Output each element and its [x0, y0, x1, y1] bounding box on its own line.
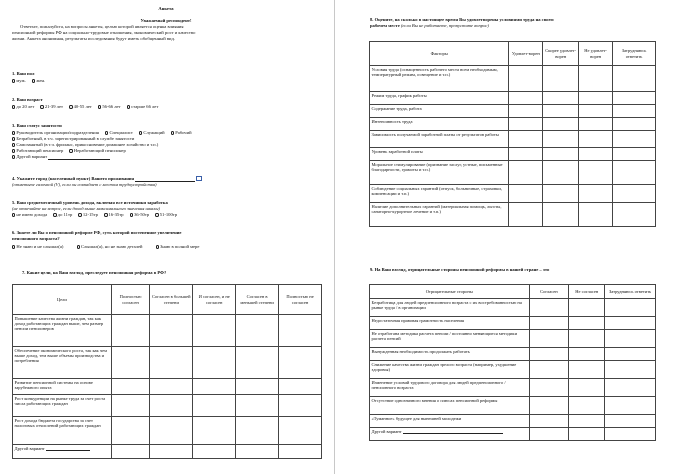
q2-options: [12, 104, 163, 110]
table-row: [370, 203, 656, 227]
answer-cell[interactable]: [605, 330, 656, 348]
q7-header: Полностью не согласен: [279, 285, 322, 315]
answer-cell[interactable]: [150, 417, 193, 445]
answer-cell[interactable]: [543, 105, 579, 118]
table-row: [13, 417, 322, 445]
q8-header: Факторы: [370, 42, 509, 66]
q9-item: «Туманное» будущее для нынешней молодежи: [370, 415, 530, 428]
q1-option[interactable]: муж.: [12, 78, 26, 83]
q8-factor: Уровень заработной платы: [370, 148, 509, 161]
table-row: [13, 315, 322, 347]
q9-header-row: [370, 285, 656, 299]
q6-title-2: пенсионного возраста?: [12, 236, 60, 241]
answer-cell[interactable]: [605, 348, 656, 361]
q7-header-row: [13, 285, 322, 315]
q5-note: (не отвечайте на вопрос, если доход выше максимального значения шкалы): [12, 206, 160, 211]
q3-other-option[interactable]: Другой вариант: [12, 154, 110, 160]
answer-cell[interactable]: [111, 347, 150, 379]
answer-cell[interactable]: [569, 361, 605, 379]
answer-cell[interactable]: [543, 161, 579, 185]
answer-cell[interactable]: [543, 66, 579, 92]
q1-title: 1. Ваш пол: [12, 71, 35, 76]
answer-cell[interactable]: [279, 445, 322, 459]
answer-cell[interactable]: [605, 397, 656, 415]
q7-goal: Повышение качества жизни граждан, так как доход работающих граждан выше, чем размер пенсии пенсионеров: [13, 315, 112, 347]
answer-cell[interactable]: [193, 417, 236, 445]
q3-row-1: [12, 130, 197, 136]
q3-option[interactable]: Самозанятый (в т.ч. фриланс, прикосновение домашнее хозяйство и т.п.): [12, 142, 158, 148]
q7-goal: Развитие пенсионной системы на основе зарубежного опыта: [13, 379, 112, 395]
table-row: [370, 361, 656, 379]
q6-option[interactable]: Знаю в полной мере: [156, 244, 200, 249]
answer-cell[interactable]: [569, 415, 605, 428]
answer-cell[interactable]: [529, 379, 569, 397]
answer-cell[interactable]: [543, 92, 579, 105]
answer-cell[interactable]: [579, 203, 613, 227]
answer-cell[interactable]: [529, 397, 569, 415]
q6-option[interactable]: Не знаю и не слышал(а): [12, 244, 63, 249]
table-row: [370, 397, 656, 415]
q8-factor: Условия труда (оснащенность рабочего места всем необходимым, температурный режим, освещение и т.п.): [370, 66, 509, 92]
q5-option[interactable]: 36-50тр: [130, 212, 149, 217]
q9-header: Не согласен: [569, 285, 605, 299]
q5-option[interactable]: не имею дохода: [12, 212, 47, 217]
city-checkbox[interactable]: [196, 176, 202, 181]
q9-header: Отрицательные стороны: [370, 285, 530, 299]
table-row: [370, 148, 656, 161]
answer-cell[interactable]: [111, 445, 150, 459]
answer-cell[interactable]: [279, 347, 322, 379]
answer-cell[interactable]: [509, 161, 543, 185]
q9-item: Отсутствие однозначного мнения о плюсах пенсионной реформы: [370, 397, 530, 415]
table-row: [370, 118, 656, 131]
q8-factor: Зависимость получаемой заработной платы от результатов работы: [370, 131, 509, 148]
q3-option[interactable]: Неработающий пенсионер: [69, 148, 125, 153]
q9-item: Изменение условий трудового договора для людей предпенсионного / пенсионного возраста: [370, 379, 530, 397]
answer-cell[interactable]: [605, 361, 656, 379]
q8-header: Не удовлет-ворен: [579, 42, 613, 66]
q7-header: Цели: [13, 285, 112, 315]
q5-option[interactable]: до 11тр: [53, 212, 72, 217]
answer-cell[interactable]: [613, 92, 656, 105]
table-row: [370, 415, 656, 428]
answer-cell[interactable]: [236, 379, 279, 395]
table-row: [13, 395, 322, 417]
answer-cell[interactable]: [613, 185, 656, 203]
answer-cell[interactable]: [193, 347, 236, 379]
answer-cell[interactable]: [579, 185, 613, 203]
q8-header: Удовлет-ворен: [509, 42, 543, 66]
q2-option[interactable]: 21-39 лет: [40, 104, 63, 109]
answer-cell[interactable]: [111, 395, 150, 417]
table-row: [13, 379, 322, 395]
answer-cell[interactable]: [579, 131, 613, 148]
table-row: [370, 428, 656, 441]
answer-cell[interactable]: [279, 417, 322, 445]
q3-option[interactable]: Служащий: [139, 130, 165, 135]
answer-cell[interactable]: [193, 445, 236, 459]
q3-option[interactable]: Руководитель организации/подразделения: [12, 130, 99, 135]
page-divider: [334, 0, 335, 474]
q6-options: [12, 244, 204, 250]
q9-item: Безработица для людей предпенсионного возраста с их востребованностью на рынке труда / в организации: [370, 299, 530, 317]
answer-cell[interactable]: [569, 428, 605, 441]
answer-cell[interactable]: [613, 148, 656, 161]
table-row: [370, 299, 656, 317]
q8-header: Скорее удовлет-ворен: [543, 42, 579, 66]
answer-cell[interactable]: [111, 417, 150, 445]
q7-goal: Рост конкуренции на рынке труда за счет роста числа работающих граждан: [13, 395, 112, 417]
table-row: [370, 131, 656, 148]
q7-header: Согласен в большей степени: [150, 285, 193, 315]
answer-cell[interactable]: [569, 348, 605, 361]
answer-cell[interactable]: [150, 445, 193, 459]
answer-cell[interactable]: [236, 417, 279, 445]
answer-cell[interactable]: [569, 397, 605, 415]
answer-cell[interactable]: [613, 203, 656, 227]
table-row: [370, 66, 656, 92]
q5-option[interactable]: 51-100тр: [155, 212, 177, 217]
answer-cell[interactable]: [579, 66, 613, 92]
answer-cell[interactable]: [509, 92, 543, 105]
table-row: [370, 105, 656, 118]
answer-cell[interactable]: [579, 148, 613, 161]
answer-cell[interactable]: [613, 118, 656, 131]
answer-cell[interactable]: [605, 379, 656, 397]
answer-cell[interactable]: [529, 330, 569, 348]
q9-item: Не отработана методика расчета пенсии / постоянно меняющиеся методики расчета пенсий: [370, 330, 530, 348]
answer-cell[interactable]: [529, 428, 569, 441]
q7-table: [12, 284, 322, 459]
answer-cell[interactable]: [529, 299, 569, 317]
table-row: [370, 185, 656, 203]
q9-header: Затрудняюсь ответить: [605, 285, 656, 299]
answer-cell[interactable]: [605, 317, 656, 330]
q5-option[interactable]: 12-15тр: [78, 212, 97, 217]
table-row: [13, 445, 322, 459]
answer-cell[interactable]: [111, 315, 150, 347]
q2-option[interactable]: до 20 лет: [12, 104, 34, 109]
q8-factor: Содержание труда, работа: [370, 105, 509, 118]
answer-cell[interactable]: [150, 347, 193, 379]
answer-cell[interactable]: [509, 131, 543, 148]
q1-option[interactable]: жен.: [32, 78, 45, 83]
answer-cell[interactable]: [605, 415, 656, 428]
answer-cell[interactable]: [543, 148, 579, 161]
answer-cell[interactable]: [605, 299, 656, 317]
answer-cell[interactable]: [111, 379, 150, 395]
q6-title: 6. Знаете ли Вы о пенсионной реформе РФ, суть которой постепенное увеличение: [12, 230, 182, 235]
q9-title: 9. На Ваш взгляд, отрицательные стороны пенсионной реформы в нашей стране – это: [370, 267, 550, 272]
answer-cell[interactable]: [529, 415, 569, 428]
answer-cell[interactable]: [613, 131, 656, 148]
intro-line-3: жизни. Анкета анонимная, результаты исследования будут иметь обобщенный вид.: [12, 36, 175, 41]
q1-options: [12, 78, 50, 84]
answer-cell[interactable]: [509, 203, 543, 227]
q7-other[interactable]: Другой вариант: [13, 445, 112, 459]
answer-cell[interactable]: [529, 317, 569, 330]
q7-goal: Обеспечение экономического роста, так как чем выше доход, тем выше объемы производства и потребления: [13, 347, 112, 379]
q3-option[interactable]: Работающий пенсионер: [12, 148, 63, 153]
answer-cell[interactable]: [279, 395, 322, 417]
answer-cell[interactable]: [529, 348, 569, 361]
q6-option[interactable]: Слышал(а), но не знаю деталей: [77, 244, 143, 249]
q9-item: Вынужденная необходимость продолжать работать: [370, 348, 530, 361]
answer-cell[interactable]: [579, 161, 613, 185]
table-row: [370, 348, 656, 361]
answer-cell[interactable]: [509, 185, 543, 203]
answer-cell[interactable]: [543, 131, 579, 148]
q7-title: 7. Какие цели, на Ваш взгляд, преследует пенсионная реформа в РФ?: [22, 270, 167, 275]
answer-cell[interactable]: [529, 361, 569, 379]
table-row: [370, 379, 656, 397]
q7-header: И согласен, и не согласен: [193, 285, 236, 315]
table-row: [13, 347, 322, 379]
answer-cell[interactable]: [236, 315, 279, 347]
answer-cell[interactable]: [509, 118, 543, 131]
q3-title: 3. Ваш статус занятости: [12, 123, 62, 128]
q9-item: Снижение качества жизни граждан зрелого возраста (например, ухудшение здоровья): [370, 361, 530, 379]
survey-title: Анкета: [158, 6, 174, 11]
q8-title: 8. Оцените, на сколько в настоящее время Вы удовлетворены условиями труда на своем: [370, 17, 554, 22]
q3-option[interactable]: Безработный, в т.ч. зарегистрированный в службе занятости: [12, 136, 134, 142]
table-row: [370, 92, 656, 105]
answer-cell[interactable]: [543, 185, 579, 203]
answer-cell[interactable]: [579, 118, 613, 131]
q7-header: Согласен в меньшей степени: [236, 285, 279, 315]
q9-item: Недостаточная правовая грамотность населения: [370, 317, 530, 330]
q2-option[interactable]: 56-66 лет: [98, 104, 121, 109]
answer-cell[interactable]: [509, 148, 543, 161]
answer-cell[interactable]: [279, 379, 322, 395]
q8-factor: Интенсивность труда: [370, 118, 509, 131]
answer-cell[interactable]: [193, 315, 236, 347]
q8-header-row: [370, 42, 656, 66]
q2-title: 2. Ваш возраст: [12, 97, 43, 102]
q7-header: Полностью согласен: [111, 285, 150, 315]
answer-cell[interactable]: [236, 395, 279, 417]
answer-cell[interactable]: [150, 315, 193, 347]
q8-factor: Соблюдение социальных гарантий (отпуск, больничные, страховки, компенсации и т.п.): [370, 185, 509, 203]
q8-table: [369, 41, 656, 227]
q5-title: 5. Ваш среднемесячный уровень дохода, включая все источники заработка: [12, 200, 168, 205]
answer-cell[interactable]: [150, 379, 193, 395]
table-row: [370, 330, 656, 348]
q8-factor: Режим труда, график работы: [370, 92, 509, 105]
answer-cell[interactable]: [579, 92, 613, 105]
answer-cell[interactable]: [569, 379, 605, 397]
q2-option[interactable]: 40-55 лет: [69, 104, 92, 109]
greeting: Уважаемый респондент!: [140, 18, 192, 23]
answer-cell[interactable]: [193, 379, 236, 395]
table-row: [370, 317, 656, 330]
q2-option[interactable]: старше 66 лет: [127, 104, 159, 109]
q5-option[interactable]: 16-35тр: [104, 212, 123, 217]
q8-header: Затрудняюсь ответить: [613, 42, 656, 66]
answer-cell[interactable]: [543, 118, 579, 131]
answer-cell[interactable]: [613, 161, 656, 185]
answer-cell[interactable]: [613, 105, 656, 118]
answer-cell[interactable]: [279, 315, 322, 347]
q4-note: (отметьте галочкой (V), если он совпадает с местом трудоустройства): [12, 182, 157, 187]
q7-goal: Рост дохода бюджета государства за счет налоговых отчислений работающих граждан: [13, 417, 112, 445]
right-page: [338, 0, 673, 474]
q3-row-4: [12, 148, 131, 154]
q3-option[interactable]: Специалист: [105, 130, 133, 135]
answer-cell[interactable]: [569, 299, 605, 317]
answer-cell[interactable]: [509, 105, 543, 118]
answer-cell[interactable]: [613, 66, 656, 92]
answer-cell[interactable]: [509, 66, 543, 92]
q8-factor: Наличие дополнительных гарантий (материальная помощь, льготы, санаторно-курортное лечение и т.п.): [370, 203, 509, 227]
answer-cell[interactable]: [543, 203, 579, 227]
answer-cell[interactable]: [569, 330, 605, 348]
intro-line-1: Ответьте, пожалуйста, на вопросы анкеты, целью которой является оценка влияния: [20, 24, 184, 29]
q8-title-2-line: рабочем месте (если Вы не работаете, пропустите вопрос): [370, 23, 489, 28]
q8-factor: Моральное стимулирование (признание заслуг, устные, письменные благодарности, грамоты и т.п.): [370, 161, 509, 185]
answer-cell[interactable]: [150, 395, 193, 417]
intro-line-2: пенсионной реформы РФ на социально-трудовые отношения, экономический рост и качество: [12, 30, 196, 35]
answer-cell[interactable]: [569, 317, 605, 330]
left-page: [0, 0, 332, 474]
q9-other[interactable]: Другой вариант: [370, 428, 530, 441]
q5-options: [12, 212, 182, 218]
answer-cell[interactable]: [236, 347, 279, 379]
answer-cell[interactable]: [605, 428, 656, 441]
answer-cell[interactable]: [579, 105, 613, 118]
q9-header: Согласен: [529, 285, 569, 299]
q9-table: [369, 284, 656, 441]
answer-cell[interactable]: [236, 445, 279, 459]
q4-title: 4. Укажите город (населенный пункт) Вашего проживания: [12, 176, 202, 182]
table-row: [370, 161, 656, 185]
answer-cell[interactable]: [193, 395, 236, 417]
q3-option[interactable]: Рабочий: [171, 130, 192, 135]
